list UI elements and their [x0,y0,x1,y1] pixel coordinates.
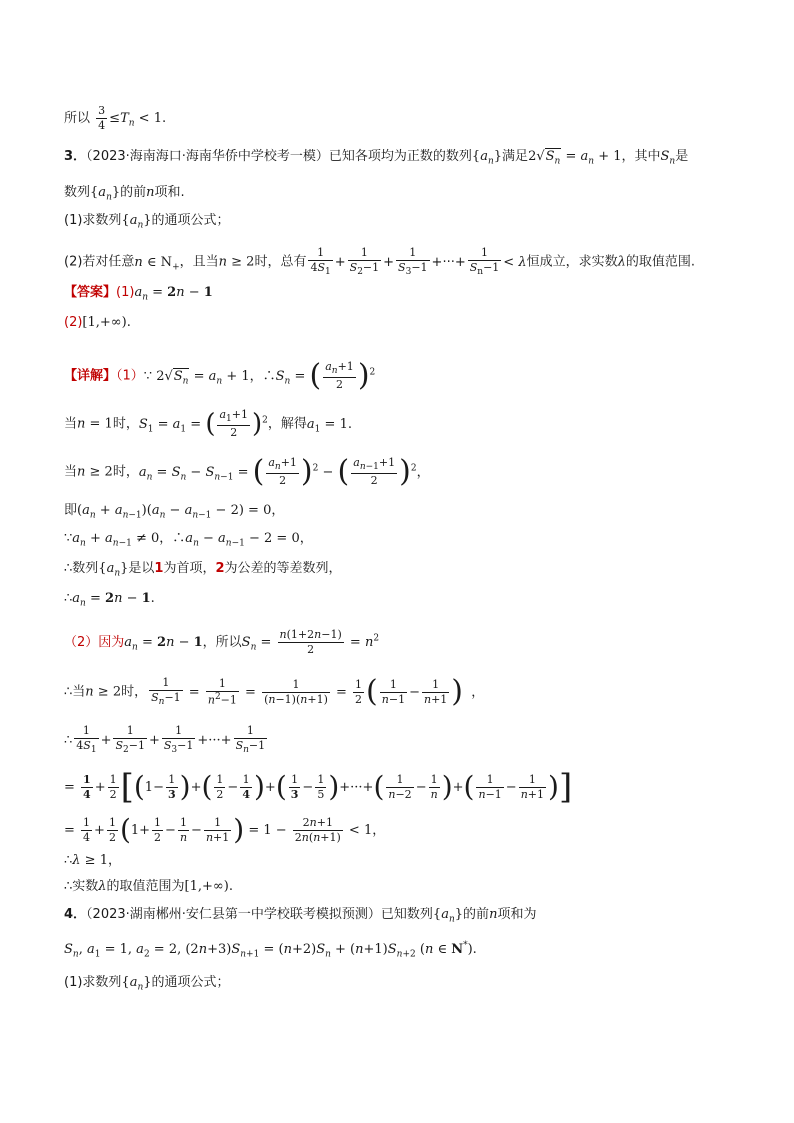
detail-line-8 [64,628,379,657]
detail-line-3 [64,456,430,488]
formula: $\{a_n\}$ [471,149,503,167]
formula: $\frac{1}{4S_1}$ + $\frac{1}{S_2-1}$ + $\frac{1}{S_3-1}$ +···+ $\frac{1}{S_n-1}$ < λ [310,246,527,277]
text: 恒成立，求实数 [526,254,618,270]
problem-3-q2 [64,246,695,278]
formula: $\because a_n + a_{n-1} \ne 0$，$\therefore a_n - a_{n-1} - 2 = 0$， [64,531,313,549]
text: 项和. [154,185,185,200]
text: 项和为 [497,907,537,922]
formula: n ∈ $N_+$ [134,254,180,273]
formula: λ [98,879,107,894]
text: 为首项， [163,561,216,576]
detail-label: 【详解】 [64,368,117,384]
text: 的取值范围为 [106,879,185,894]
text: 时， [112,416,139,432]
formula: $a_n = 2n - 1$ [124,634,203,653]
formula: [1,+∞). [82,315,131,330]
text: （2）因为 [64,634,125,650]
problem-4-stem [64,908,536,925]
problem-3-stem [64,150,688,167]
answer-line-2 [64,316,131,329]
formula: [1,+∞). [184,879,233,894]
detail-line-10 [64,724,269,756]
formula: $\{a_n\}$ [121,975,152,993]
formula: n ≥ 2 [218,254,255,270]
formula: n ≥ 2 [85,684,122,700]
formula: $\therefore a_n = 2n - 1$. [64,591,155,609]
formula: $(a_n + a_{n-1})(a_n - a_{n-1} - 2) = 0$， [77,503,285,521]
formula: n [146,185,155,200]
detail-line-6 [64,562,342,579]
text: 时， [121,684,148,700]
text: 当 [64,464,78,480]
formula: $\{a_n\}$ [98,561,129,579]
answer-label: 【答案】 [64,285,117,300]
detail-line-5 [64,532,313,549]
formula: $a_1 = 1$. [306,416,352,435]
text: 的前 [463,907,490,922]
problem-number: 4． [64,907,87,922]
text: 时，总有 [254,254,307,270]
text: 是 [675,149,689,164]
formula: $S_n$ = $\frac{n(1+2n-1)}{2}$ = $n^2$ [241,628,380,656]
text: 2 [215,561,225,576]
detail-line-4 [64,504,284,521]
text: （1） [116,368,144,384]
text: ，所以 [202,634,242,650]
formula: $\frac{3}{4}$ [98,104,106,132]
text: ，且当 [179,254,219,270]
text: (1)求数列 [64,975,122,990]
text: 为公差的等差数列， [224,561,342,576]
detail-line-13 [64,854,121,867]
text: (1) [116,285,135,300]
formula: n [489,907,498,922]
formula: ∴λ ≥ 1， [64,853,121,868]
text: 所以 [64,110,91,126]
conclusion-line: 所以 $\frac{3}{4}$ $\le T_n < 1$. [64,104,167,132]
detail-line-7 [64,592,155,609]
detail-line-14 [64,880,233,893]
formula: ∵ $2√S_n = a_n + 1$，$\therefore S_n$ = ( $\frac{a_n+1}{2}$ )$^2$ [143,358,376,394]
text: 即 [64,503,78,518]
text: 数列 [64,185,91,200]
formula: $S_1 = a_1$ = ( $\frac{a_1+1}{2}$ )$^2$ [138,408,268,440]
text: 的通项公式； [151,975,230,990]
detail-line-11 [64,767,573,807]
text: ∴数列 [64,561,99,576]
text: ∴实数 [64,879,99,894]
problem-3-q1 [64,214,230,231]
formula: n = 1 [77,416,113,432]
formula: = $\frac{1}{4}$ + $\frac{1}{2}$ (1+ $\frac{1}{2}$ − $\frac{1}{n}$ − $\frac{1}{n+1}$ ) = 1 − $\frac{2n+1}{2n(n+1)}$ < 1， [64,813,386,847]
text: 1 [154,561,164,576]
formula: n ≥ 2 [77,464,113,480]
text: 的通项公式； [151,213,230,228]
detail-line-9 [64,676,484,708]
detail-line-2 [64,408,352,440]
problem-4-stem-2 [64,942,477,960]
text: 的前 [120,185,147,200]
text: (2)若对任意 [64,254,135,270]
text: 已知各项均为正数的数列 [328,149,472,164]
detail-line-1 [64,360,375,392]
text: ∴当 [64,684,86,700]
formula: λ [617,254,626,270]
formula: $2√S_n = a_n + 1$ [528,149,622,167]
text: (1)求数列 [64,213,122,228]
text: 已知数列 [380,907,433,922]
problem-4-q1 [64,976,230,993]
formula: ∴ $\frac{1}{4S_1}$ + $\frac{1}{S_2-1}$ + $\frac{1}{S_3-1}$ +···+ $\frac{1}{S_n-1}$ [64,724,266,755]
formula: $S_n$, $a_1 = 1$, $a_2 = 2$, $(2n+3)S_{n+1} = (n+2)S_n + (n+1)S_{n+2}$ (n ∈ N*). [64,941,477,960]
formula: $\frac{1}{S_n-1}$ = $\frac{1}{n^2-1}$ = $\frac{1}{(n-1)(n+1)}$ = $\frac{1}{2}$ ( $\frac{1}{n-1}$ − $\frac{1}{n+1}$ ) ， [151,674,485,710]
formula: $\{a_n\}$ [121,213,152,231]
formula: = $\frac{1}{4}$ + $\frac{1}{2}$ [(1− $\frac{1}{3}$ )+( $\frac{1}{2}$ − $\frac{1}{4}$ )+( $\frac{1}{3}$ − $\frac{1}{5}$ )+···+( $\frac{1}{n-2}$ − $\frac{1}{n}$ )+( $\frac{1}{n-1}$ − $\frac{1}{n+1}$ )] [64,767,573,807]
formula: $\{a_n\}$ [432,907,464,925]
text: 当 [64,416,78,432]
problem-source: （2023·海南海口·海南华侨中学校考一模） [86,149,329,164]
formula: $S_n$ [660,149,676,167]
text: 的取值范围. [625,254,695,270]
formula: $\{a_n\}$ [90,185,121,203]
formula: $a_n = 2n - 1$ [134,285,213,303]
detail-line-12 [64,813,386,847]
answer-line-1 [64,286,213,303]
text: ，解得 [267,416,307,432]
text: 满足 [502,149,529,164]
text: (2) [64,315,83,330]
formula: $a_n = S_n - S_{n-1}$ = ( $\frac{a_n+1}{2}$ )$^2$ − ( $\frac{a_{n-1}+1}{2}$ )$^2$， [138,454,430,490]
problem-source: （2023·湖南郴州·安仁县第一中学校联考模拟预测） [86,907,381,922]
problem-number: 3． [64,149,87,164]
text: ，其中 [621,149,661,164]
text: 是以 [128,561,155,576]
text: 时， [112,464,139,480]
problem-3-stem-2 [64,186,185,203]
